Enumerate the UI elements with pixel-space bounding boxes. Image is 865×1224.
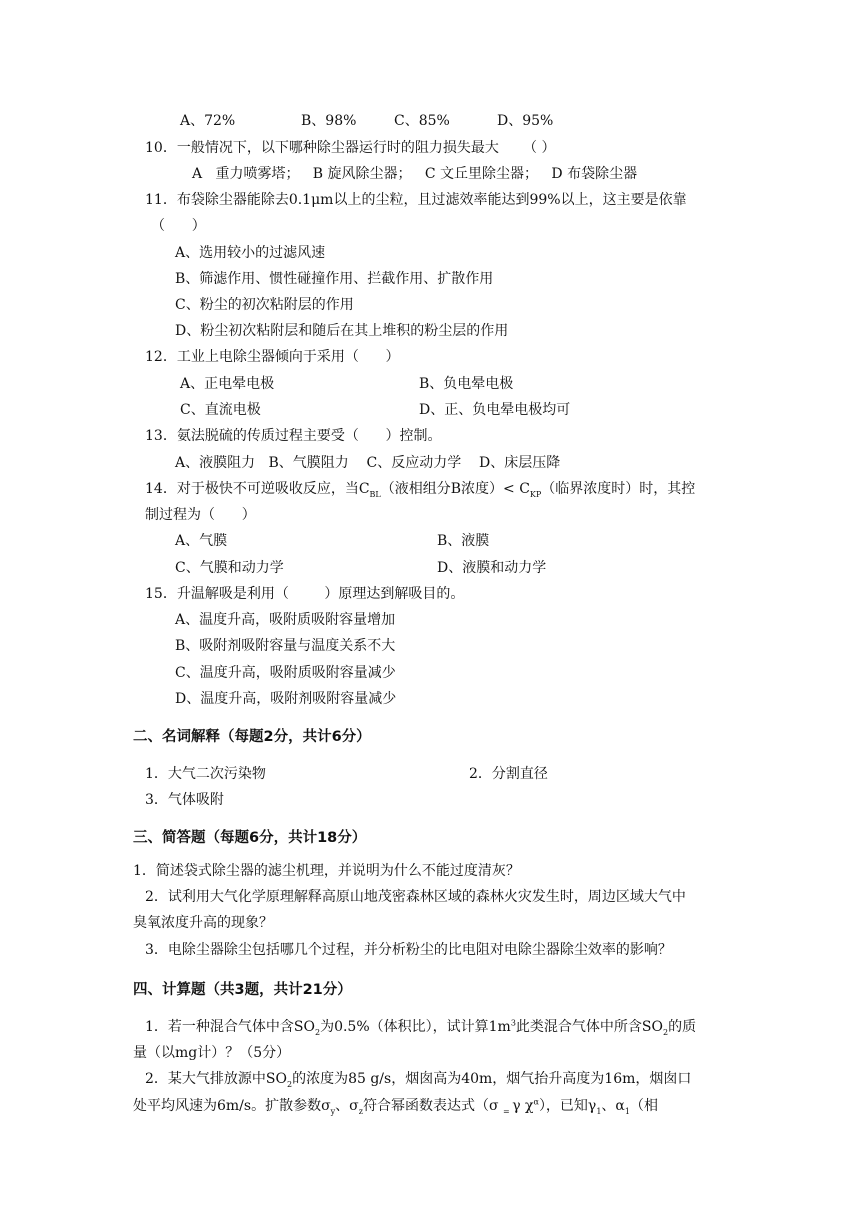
q12-stem: 12．工业上电除尘器倾向于采用（ ） bbox=[145, 349, 400, 365]
calc-2-sub-z: z bbox=[358, 1106, 363, 1116]
q11-option-b: B、筛滤作用、惯性碰撞作用、拦截作用、扩散作用 bbox=[175, 271, 494, 287]
calc-2-sup-alpha: α bbox=[533, 1097, 539, 1107]
q11-option-a: A、选用较小的过滤风速 bbox=[175, 245, 326, 261]
calc-2-sub-2: 2 bbox=[286, 1079, 293, 1089]
q14-option-d: D、液膜和动力学 bbox=[437, 560, 547, 576]
q15-option-c: C、温度升高，吸附质吸附容量减少 bbox=[175, 665, 396, 681]
q12-option-a: A、正电晕电极 bbox=[180, 376, 275, 392]
q10-blank: （ ） bbox=[523, 140, 556, 156]
calc-1-part1: 1．若一种混合气体中含SO bbox=[145, 1019, 315, 1035]
calc-1-line2: 量（以mg计）？（5分） bbox=[133, 1045, 291, 1061]
q10-options: A 重力喷雾塔； B 旋风除尘器； C 文丘里除尘器； D 布袋除尘器 bbox=[192, 166, 638, 182]
calc-1-sub-2b: 2 bbox=[663, 1027, 669, 1037]
q15-option-b: B、吸附剂吸附容量与温度关系不大 bbox=[175, 638, 396, 654]
calc-2-l2-part1: 处平均风速为6m/s。扩散参数σ bbox=[133, 1098, 331, 1114]
calc-1-part3: 此类混合气体中所含SO bbox=[515, 1019, 663, 1035]
short-answer-3: 3．电除尘器除尘包括哪几个过程，并分析粉尘的比电阻对电除尘器除尘效率的影响？ bbox=[145, 942, 672, 958]
calc-2-sub-g1: 1 bbox=[596, 1106, 602, 1116]
calc-2-part2: 的浓度为85 g/s，烟囱高为40m，烟气抬升高度为16m，烟囱口 bbox=[292, 1071, 692, 1087]
short-answer-2: 2．试利用大气化学原理解释高原山地茂密森林区域的森林火灾发生时，周边区域大气中 bbox=[145, 889, 686, 905]
q12-option-d: D、正、负电晕电极均可 bbox=[419, 402, 571, 418]
calc-1 bbox=[145, 1017, 696, 1037]
section-4-heading: 四、计算题（共3题，共计21分） bbox=[133, 982, 352, 998]
short-answer-1: 1．简述袋式除尘器的滤尘机理，并说明为什么不能过度清灰？ bbox=[133, 863, 520, 879]
q14-option-c: C、气膜和动力学 bbox=[175, 560, 284, 576]
q14-stem-part1: 14．对于极快不可逆吸收反应，当C bbox=[145, 481, 370, 497]
term-3: 3．气体吸附 bbox=[145, 792, 224, 808]
calc-2-sub-eq: = bbox=[502, 1106, 513, 1116]
q15-option-a: A、温度升高，吸附质吸附容量增加 bbox=[175, 612, 396, 628]
q9-option-b: B、98% bbox=[301, 113, 357, 129]
calc-2-l2-part5: ），已知γ bbox=[538, 1098, 597, 1114]
q11-option-d: D、粉尘初次粘附层和随后在其上堆积的粉尘层的作用 bbox=[175, 323, 509, 339]
q15-option-d: D、温度升高，吸附剂吸附容量减少 bbox=[175, 691, 397, 707]
calc-2 bbox=[145, 1069, 691, 1089]
q14-option-b: B、液膜 bbox=[437, 533, 490, 549]
calc-2-line2 bbox=[133, 1096, 658, 1116]
calc-2-l2-part6: 、α bbox=[601, 1098, 625, 1114]
calc-2-l2-part7: （相 bbox=[629, 1098, 658, 1114]
q9-option-a: A、72% bbox=[180, 113, 236, 129]
q11-blank: （ ） bbox=[151, 218, 206, 234]
q13-stem: 13．氨法脱硫的传质过程主要受（ ）控制。 bbox=[145, 428, 442, 444]
calc-2-part1: 2．某大气排放源中SO bbox=[145, 1071, 287, 1087]
calc-1-sub-2a: 2 bbox=[314, 1027, 321, 1037]
q14-stem bbox=[145, 479, 695, 499]
short-answer-2-line2: 臭氧浓度升高的现象？ bbox=[133, 915, 273, 931]
q14-stem-line2: 制过程为（ ） bbox=[145, 507, 256, 523]
q14-sub-bl: BL bbox=[369, 489, 381, 499]
q10-stem: 10．一般情况下，以下哪种除尘器运行时的阻力损失最大 bbox=[145, 140, 499, 156]
q11-stem: 11．布袋除尘器能除去0.1μm以上的尘粒，且过滤效率能达到99%以上，这主要是依靠 bbox=[145, 192, 687, 208]
calc-1-sup-3: 3 bbox=[510, 1018, 516, 1028]
q12-option-b: B、负电晕电极 bbox=[419, 376, 514, 392]
calc-1-part2: 为0.5%（体积比），试计算1m bbox=[320, 1019, 511, 1035]
calc-1-part4: 的质 bbox=[668, 1019, 697, 1035]
calc-2-l2-part2: 、σ bbox=[335, 1098, 359, 1114]
q9-option-c: C、85% bbox=[394, 113, 450, 129]
term-1: 1．大气二次污染物 bbox=[145, 766, 266, 782]
calc-2-sub-y: y bbox=[330, 1106, 336, 1116]
calc-2-l2-part3: 符合幂函数表达式（σ bbox=[362, 1098, 503, 1114]
calc-2-sub-a1: 1 bbox=[624, 1106, 630, 1116]
q9-option-d: D、95% bbox=[497, 113, 554, 129]
q12-option-c: C、直流电极 bbox=[180, 402, 261, 418]
q15-stem: 15．升温解吸是利用（ ）原理达到解吸目的。 bbox=[145, 586, 465, 602]
q14-stem-part3: （临界浓度时）时，其控 bbox=[541, 481, 696, 497]
q13-options: A、液膜阻力 B、气膜阻力 C、反应动力学 D、床层压降 bbox=[175, 455, 561, 471]
section-3-heading: 三、简答题（每题6分，共计18分） bbox=[133, 830, 367, 846]
calc-2-l2-part4: γ χ bbox=[512, 1098, 534, 1114]
q14-stem-part2: （液相组分B浓度）< C bbox=[380, 481, 530, 497]
q14-option-a: A、气膜 bbox=[175, 533, 228, 549]
q14-sub-kp: KP bbox=[529, 489, 542, 499]
q11-option-c: C、粉尘的初次粘附层的作用 bbox=[175, 297, 354, 313]
term-2: 2．分割直径 bbox=[469, 766, 548, 782]
section-2-heading: 二、名词解释（每题2分，共计6分） bbox=[133, 729, 371, 745]
